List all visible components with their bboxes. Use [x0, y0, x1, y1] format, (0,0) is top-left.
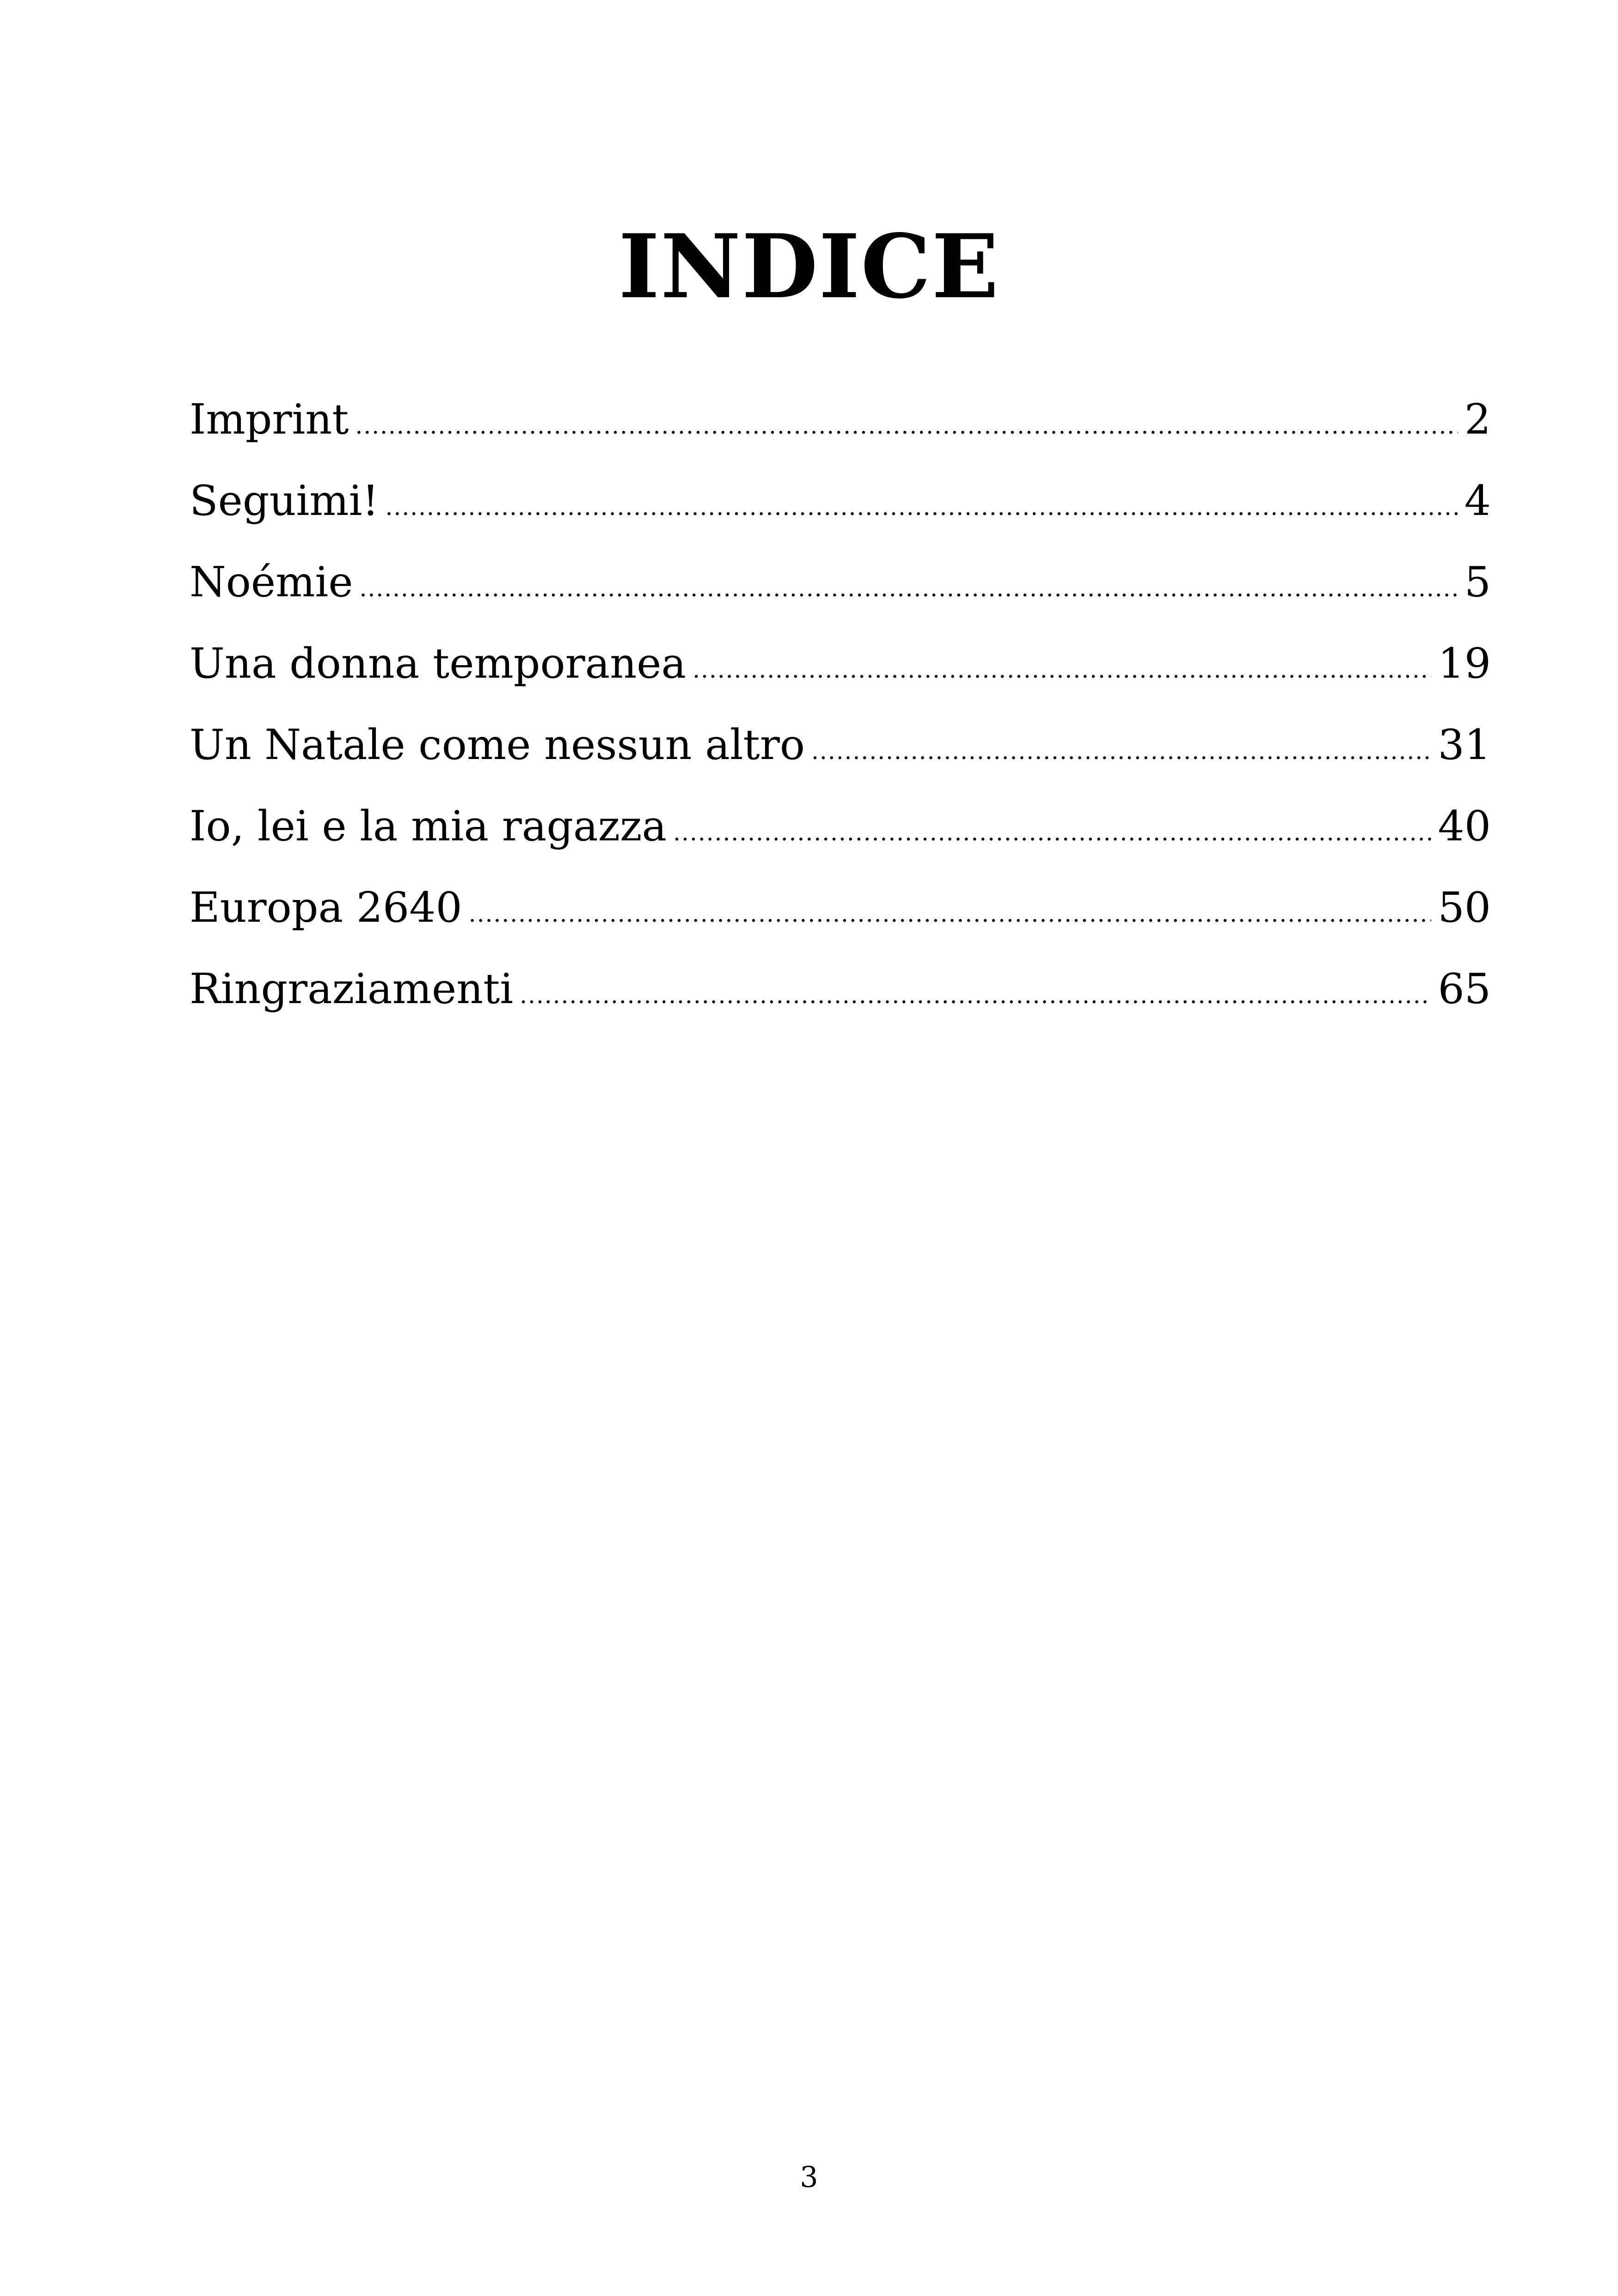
toc-entry-un-natale[interactable] — [190, 704, 1491, 786]
toc-entry-page: 40 — [1438, 802, 1491, 851]
toc-entry-title: Imprint — [190, 395, 349, 444]
toc-entry-seguimi[interactable] — [190, 460, 1491, 542]
toc-entry-page: 2 — [1464, 395, 1491, 444]
toc-entry-title: Un Natale come nessun altro — [190, 721, 805, 769]
toc-entry-title: Seguimi! — [190, 477, 379, 525]
toc-entry-imprint[interactable] — [190, 379, 1491, 460]
toc-entry-page: 5 — [1464, 558, 1491, 606]
toc-dot-leader — [469, 873, 1432, 955]
toc-entry-europa-2640[interactable] — [190, 867, 1491, 949]
toc-entry-ringraziamenti[interactable] — [190, 949, 1491, 1030]
page-number: 3 — [800, 2160, 818, 2194]
toc-dot-leader — [360, 548, 1458, 629]
toc-entry-title: Ringraziamenti — [190, 965, 514, 1013]
toc-entry-title: Una donna temporanea — [190, 639, 686, 688]
toc-entry-page: 31 — [1438, 721, 1491, 769]
toc-dot-leader — [693, 629, 1431, 710]
toc-entry-page: 65 — [1438, 965, 1491, 1013]
table-of-contents — [190, 379, 1491, 1030]
toc-dot-leader — [811, 710, 1431, 792]
toc-entry-title: Io, lei e la mia ragazza — [190, 802, 667, 851]
toc-entry-page: 19 — [1438, 639, 1491, 688]
page-title: INDICE — [618, 215, 1000, 318]
toc-entry-title: Noémie — [190, 558, 353, 606]
toc-dot-leader — [520, 955, 1431, 1036]
toc-dot-leader — [355, 385, 1458, 466]
toc-entry-page: 50 — [1438, 883, 1491, 932]
toc-entry-io-lei[interactable] — [190, 786, 1491, 867]
toc-entry-noemie[interactable] — [190, 542, 1491, 623]
toc-entry-page: 4 — [1464, 477, 1491, 525]
toc-entry-title: Europa 2640 — [190, 883, 462, 932]
toc-dot-leader — [386, 466, 1458, 548]
toc-entry-una-donna-temporanea[interactable] — [190, 623, 1491, 704]
toc-dot-leader — [673, 792, 1431, 873]
